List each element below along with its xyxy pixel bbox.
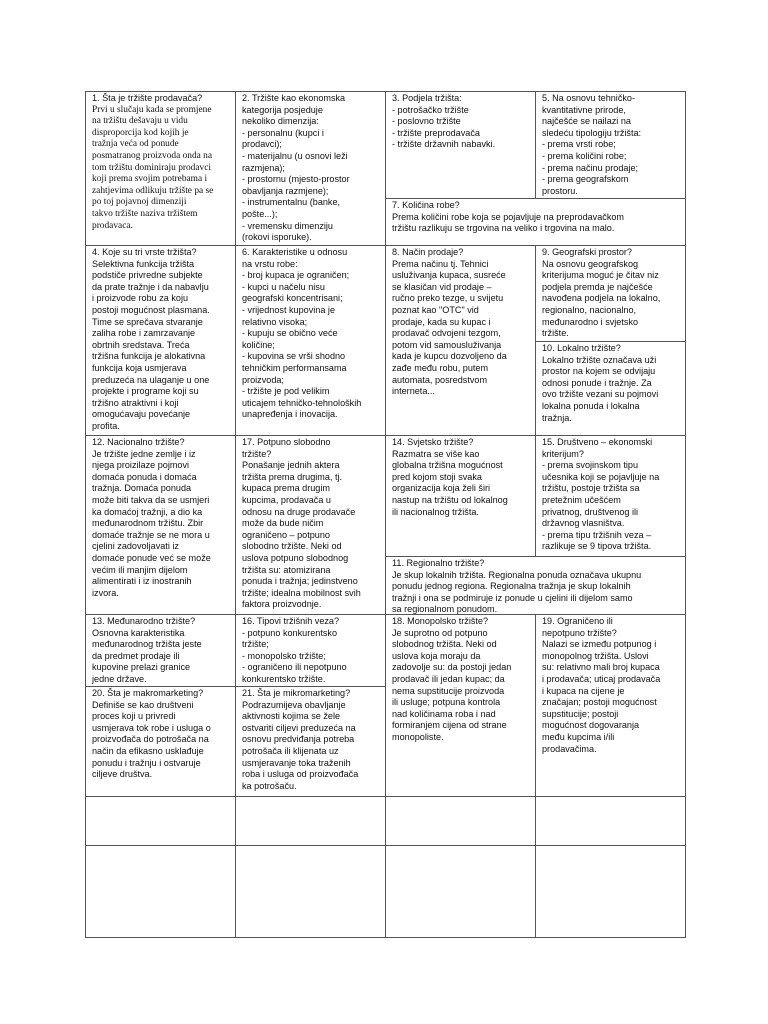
cell-18 <box>386 615 535 744</box>
cell-8-line: ručno preko tezge, u svijetu <box>392 293 504 304</box>
cell-17-line: može da bude ničim <box>242 518 324 529</box>
cell-19-line: nepotpuno tržište? <box>542 627 617 638</box>
cell-5-line: najčešće se nailazi na <box>542 116 631 127</box>
cell-19-line: i prodavača; uticaj prodavača <box>542 673 661 684</box>
cell-12-title: 12. Nacionalno tržište? <box>92 437 185 447</box>
cell-14-line: globalna tržišna mogućnost <box>392 460 503 471</box>
cell-20-line: ponudu i tražnju i ostvaruje <box>92 757 201 768</box>
cell-6 <box>236 246 385 421</box>
cell-21-line: aktivnosti kojima se žele <box>242 711 341 722</box>
cell-16-line: konkurentsko tržište. <box>242 673 326 684</box>
cell-15-line: kriterijum? <box>542 448 584 459</box>
cell-2-line: razmjena); <box>242 162 285 173</box>
cell-7-title: 7. Količina robe? <box>392 200 460 210</box>
cell-15-line: privatnog, društvenog ili <box>542 506 639 517</box>
cell-17-line: uslova potpuno slobodnog <box>242 552 349 563</box>
cell-7-line: tržištu razlikuju se trgovina na veliko i trgovina na malo. <box>392 223 615 234</box>
cell-11-line: ponudu jednog regiona. Regionalna tražnja je skup lokalnih <box>392 581 631 592</box>
cell-19-title: 19. Ograničeno ili <box>542 616 613 626</box>
cell-15-line: tržištu, postoje tržišta sa <box>542 483 640 494</box>
cell-20-line: Definiše se kao društveni <box>92 699 194 710</box>
cell-9-title: 9. Geografski prostor? <box>542 247 632 257</box>
cell-2-line: - instrumentalnu (banke, <box>242 197 341 208</box>
cell-14-line: ili nacionalnog tržišta. <box>392 506 479 517</box>
cell-21-line: Podrazumijeva obavljanje <box>242 699 346 710</box>
cell-8-line: usluživanja kupaca, susreće <box>392 270 506 281</box>
cell-1-line: koji prema svojim potrebama i <box>92 174 208 185</box>
cell-17-line: tržišta prema drugima, tj. <box>242 471 343 482</box>
cell-4-line: zaliha robe i zamrzavanje <box>92 328 196 339</box>
cell-17-line: tržišta su: atomizirana <box>242 564 331 575</box>
cell-12-line: cjelini zadovoljavati iz <box>92 541 179 552</box>
cell-19-line: mogućnost dogovaranja <box>542 720 640 731</box>
cell-19-line: monopolnog tržišta. Uslovi <box>542 650 649 661</box>
cell-3-line: - potrošačko tržište <box>392 104 469 115</box>
cell-13-line: međunarodnog tržišta jeste <box>92 639 202 650</box>
cell-12-line: domaće tražnje se ne mora u <box>92 529 210 540</box>
cell-4-line: Time se sprečava stvaranje <box>92 316 203 327</box>
cell-21-line: osnovu predviđanja potreba <box>242 734 355 745</box>
cell-17-line: Ponašanje jednih aktera <box>242 460 340 471</box>
cell-12-line: izvora. <box>92 587 119 598</box>
cell-8-line: Prema načinu tj. Tehnici <box>392 258 489 269</box>
cell-5-line: - prema količini robe; <box>542 150 627 161</box>
cell-6-line: - tržište je pod velikim <box>242 386 330 397</box>
cell-2-line: - vremensku dimenziju <box>242 220 333 231</box>
cell-15-line: - prema svojinskom tipu <box>542 460 639 471</box>
cell-6-line: - kupovina se vrši shodno <box>242 351 346 362</box>
cell-18-line: nad količinama roba i nad <box>392 708 496 719</box>
cell-5-title: 5. Na osnovu tehničko- <box>542 93 636 103</box>
cell-19-line: Nalazi se između potpunog i <box>542 639 657 650</box>
cell-6-line: - kupuju se obično veće <box>242 328 338 339</box>
cell-20-line: proizvođača do potrošača na <box>92 734 209 745</box>
cell-21 <box>236 687 385 792</box>
cell-5 <box>536 92 685 197</box>
cell-9-line: podjela premda je najčešće <box>542 281 653 292</box>
cell-19-line: i kupaca na cijene je <box>542 685 625 696</box>
cell-17-line: ograničeno – potpuno <box>242 529 330 540</box>
cell-20-title: 20. Šta je makromarketing? <box>92 688 204 698</box>
cell-4 <box>86 246 235 433</box>
cell-2-line: - materijalnu (u osnovi leži <box>242 150 348 161</box>
cell-9-line: tržište. <box>542 328 569 339</box>
cell-16-line: - ograničeno ili nepotpuno <box>242 662 347 673</box>
cell-15-title: 15. Društveno – ekonomski <box>542 437 653 447</box>
cell-18-title: 18. Monopolsko tržište? <box>392 616 489 626</box>
cell-6-line: - kupci u načelu nisu <box>242 281 325 292</box>
cell-5-line: prostoru. <box>542 185 578 196</box>
cell-8-title: 8. Način prodaje? <box>392 247 464 257</box>
cell-2-line: - personalnu (kupci i <box>242 127 324 138</box>
cell-18-line: ili usluge; potpuna kontrola <box>392 697 501 708</box>
cell-10-line: ovo tržište vezani su pojmovi <box>542 389 659 400</box>
cell-1-line: zahtjevima odlikuju tržište pa se <box>92 185 214 196</box>
cell-1-line: po toj pojavnoj dimenziji <box>92 197 187 208</box>
cell-8-line: prodaje, kada su kupac i <box>392 316 491 327</box>
cell-13-title: 13. Međunarodno tržište? <box>92 616 196 626</box>
cell-10-line: odnosi ponude i tražnje. Za <box>542 377 652 388</box>
cell-21-line: ostvariti ciljevi preduzeća na <box>242 722 356 733</box>
cell-8-line: interneta... <box>392 386 435 397</box>
cell-4-line: tržišna funkcija je alokativna <box>92 351 206 362</box>
cell-7 <box>386 199 685 235</box>
cell-18-line: zadovolje su: da postoji jedan <box>392 662 512 673</box>
cell-16-line: - monopolsko tržište; <box>242 650 326 661</box>
cell-12-line: alimentirati i iz inostranih <box>92 576 192 587</box>
cell-16-line: - potpuno konkurentsko <box>242 627 338 638</box>
cell-19-line: među kupcima i/ili <box>542 731 615 742</box>
cell-17-line: kupaca prema drugim <box>242 483 330 494</box>
cell-6-line: količine; <box>242 339 275 350</box>
cell-15 <box>536 436 685 553</box>
cell-20-line: ciljeve društva. <box>92 769 153 780</box>
cell-2-title: 2. Tržište kao ekonomska <box>242 93 346 103</box>
cell-2-line: pošte...); <box>242 208 278 219</box>
cell-1 <box>86 92 235 232</box>
cell-6-line: proizvoda; <box>242 374 284 385</box>
cell-4-line: podstiče privredne subjekte <box>92 270 203 281</box>
cell-18-line: monopoliste. <box>392 731 444 742</box>
cell-19 <box>536 615 685 755</box>
cell-15-line: pretežnim učešćem <box>542 494 621 505</box>
cell-9-line: kriterijuma moguć je čitav niz <box>542 270 659 281</box>
cell-14-title: 14. Svjetsko tržište? <box>392 437 474 447</box>
cell-18-line: uslova koja moraju da <box>392 650 481 661</box>
cell-20-line: proces koji u privredi <box>92 711 176 722</box>
cell-19-line: prodavačima. <box>542 743 597 754</box>
cell-17-line: kupcima, prodavača u <box>242 494 331 505</box>
cell-1-line: tom tržištu dominiraju prodavci <box>92 162 211 173</box>
cell-17-line: slobodno tržište. Neki od <box>242 541 342 552</box>
cell-5-line: sledeću tipologiju tržišta: <box>542 127 642 138</box>
cell-17-line: faktora proizvodnje. <box>242 599 322 610</box>
cell-13-line: kupovine prelazi granice <box>92 662 191 673</box>
cell-1-line: posmatranog proizvoda onda na <box>92 150 213 161</box>
cell-16-title: 16. Tipovi tržišnih veza? <box>242 616 340 626</box>
cell-15-line: razlikuje se 9 tipova tržišta. <box>542 541 652 552</box>
cell-21-line: roba i usluga od proizvođača <box>242 769 359 780</box>
cell-17-line: tržište; idealna mobilnost svih <box>242 587 361 598</box>
cell-2-line: (rokovi isporuke). <box>242 232 312 243</box>
cell-17-line: tržište? <box>242 448 272 459</box>
cell-4-line: preduzeća na ulaganje u one <box>92 374 210 385</box>
cell-18-line: formiranjem cijena od strane <box>392 720 507 731</box>
cell-15-line: državnog vlasništva. <box>542 518 625 529</box>
cell-12-line: domaće ponude već se može <box>92 552 211 563</box>
cell-5-line: kvantitativne prirode, <box>542 104 626 115</box>
cell-9-line: Na osnovu geografskog <box>542 258 639 269</box>
cell-13 <box>86 615 235 686</box>
cell-8-line: potom vid samousluživanja <box>392 339 502 350</box>
cell-12-line: međunarodnom tržištu. Zbir <box>92 518 204 529</box>
cell-13-line: jedne države. <box>92 673 147 684</box>
cell-9-line: navođena podjela na lokalno, <box>542 293 661 304</box>
cell-5-line: - prema načinu prodaje; <box>542 162 639 173</box>
cell-3 <box>386 92 535 151</box>
cell-15-line: - prema tipu tržišnih veza – <box>542 529 652 540</box>
cell-5-line: - prema geografskom <box>542 174 629 185</box>
cell-21-line: usmjeravanje toka traženih <box>242 757 351 768</box>
cell-20-line: način da efikasno usklađuje <box>92 745 204 756</box>
cell-18-line: slobodnog tržišta. Neki od <box>392 639 497 650</box>
cell-6-line: relativno visoka; <box>242 316 308 327</box>
cell-10-line: prostor na kojem se odvijaju <box>542 366 656 377</box>
cell-12-line: ka domaćoj tražnji, a dio ka <box>92 506 203 517</box>
cell-1-line: disproporcija kod kojih je <box>92 127 189 138</box>
cell-14-line: Razmatra se više kao <box>392 448 480 459</box>
cell-6-line: - broj kupaca je ograničen; <box>242 270 350 281</box>
cell-21-title: 21. Šta je mikromarketing? <box>242 688 351 698</box>
cell-1-line: tražnja veća od ponude <box>92 139 179 150</box>
cell-4-line: omogućavaju povećanje <box>92 409 191 420</box>
cell-6-line: na vrstu robe: <box>242 258 298 269</box>
cell-1-line: Prvi u slučaju kada se promjene <box>92 104 212 115</box>
cell-1-title: 1. Šta je tržište prodavača? <box>92 93 203 103</box>
cell-11 <box>386 557 685 616</box>
cell-12 <box>86 436 235 599</box>
cell-3-line: - tržište preprodavača <box>392 127 480 138</box>
cell-2 <box>236 92 385 244</box>
cell-8-line: kada je kupcu dozvoljeno da <box>392 351 507 362</box>
cell-6-line: geografski koncentrisani; <box>242 293 343 304</box>
cell-6-line: uticajem tehničko-tehnoloških <box>242 397 362 408</box>
cell-14-line: pred kojom stoji svaka <box>392 471 482 482</box>
cell-6-title: 6. Karakteristike u odnosu <box>242 247 348 257</box>
cell-4-line: da prate tražnje i da nabavlju <box>92 281 209 292</box>
cell-14 <box>386 436 535 518</box>
cell-21-line: potrošača ili klijenata uz <box>242 745 339 756</box>
cell-8-line: poznat kao "OTC" vid <box>392 304 479 315</box>
cell-5-line: - prema vrsti robe; <box>542 139 616 150</box>
cell-20 <box>86 687 235 781</box>
cell-12-line: može biti takva da se usmjeri <box>92 494 210 505</box>
cell-9-line: međunarodno i svjetsko <box>542 316 639 327</box>
cell-3-line: - tržište državnih nabavki. <box>392 139 496 150</box>
cell-4-line: tržišno atraktivni i koji <box>92 397 179 408</box>
cell-1-line: na tržištu dešavaju u vidu <box>92 116 188 127</box>
cell-1-line: prodavaca. <box>92 220 133 231</box>
cell-3-title: 3. Podjela tržišta: <box>392 93 462 103</box>
cell-11-line: Je skup lokalnih tržišta. Regionalna ponuda označava ukupnu <box>392 569 642 580</box>
cell-14-line: organizacija koja želi širi <box>392 483 491 494</box>
cell-12-line: domaća ponuda i domaća <box>92 471 197 482</box>
cell-9 <box>536 246 685 340</box>
cell-19-line: supstitucije; postoji <box>542 708 619 719</box>
cell-11-line: sa regionalnom ponudom. <box>392 604 498 615</box>
cell-17 <box>236 436 385 611</box>
cell-11-title: 11. Regionalno tržište? <box>392 558 485 568</box>
cell-4-line: projekte i programe koji su <box>92 386 199 397</box>
cell-14-line: nastup na tržištu od lokalnog <box>392 494 508 505</box>
cell-20-line: usmjerava tok robe i usluga o <box>92 722 211 733</box>
cell-17-title: 17. Potpuno slobodno <box>242 437 331 447</box>
cell-4-line: Selektivna funkcija tržišta <box>92 258 195 269</box>
cell-8-line: zađe među robu, putem <box>392 362 489 373</box>
cell-12-line: tražnja. Domaća ponuda <box>92 483 192 494</box>
cell-6-line: - vrijednost kupovina je <box>242 304 336 315</box>
cell-10-line: lokalna ponuda i lokalna <box>542 400 640 411</box>
cell-4-line: postoji mogućnost plasmana. <box>92 304 210 315</box>
cell-12-line: njega proizilaze pojmovi <box>92 460 190 471</box>
cell-6-line: unapređenja i inovacija. <box>242 409 338 420</box>
cell-2-line: prodavci); <box>242 139 282 150</box>
cell-10-line: Lokalno tržište označava uži <box>542 354 657 365</box>
cell-16-line: tržište; <box>242 639 269 650</box>
cell-4-line: funkcija koja usmjerava <box>92 362 187 373</box>
cell-11-line: tražnji i ona se podmiruje iz ponude u cjelini ili dijelom samo <box>392 592 633 603</box>
cell-2-line: kategorija posjeduje <box>242 104 323 115</box>
cell-21-line: ka potrošaču. <box>242 780 297 791</box>
cell-1-line: takvo tržište naziva tržištem <box>92 208 198 219</box>
cell-10-line: tražnja. <box>542 412 572 423</box>
cell-18-line: prodavač ili jedan kupac; da <box>392 673 505 684</box>
cell-8 <box>386 246 535 398</box>
cell-9-line: regionalno, nacionalno, <box>542 304 637 315</box>
cell-12-line: Je tržište jedne zemlje i iz <box>92 448 196 459</box>
cell-2-line: obavljanja razmjene); <box>242 185 329 196</box>
cell-12-line: većim ili manjim dijelom <box>92 564 188 575</box>
cell-13-line: Osnovna karakteristika <box>92 627 185 638</box>
cell-4-line: profita. <box>92 420 120 431</box>
cell-17-line: odnosu na druge prodavače <box>242 506 356 517</box>
cell-15-line: učesnika koji se pojavljuje na <box>542 471 660 482</box>
cell-16 <box>236 615 385 686</box>
cell-4-title: 4. Koje su tri vrste tržišta? <box>92 247 197 257</box>
cell-19-line: su: relativno mali broj kupaca <box>542 662 660 673</box>
cell-6-line: tehničkim performansama <box>242 362 347 373</box>
cell-8-line: se klasičan vid prodaje – <box>392 281 492 292</box>
cell-8-line: automata, posredstvom <box>392 374 488 385</box>
cell-10-title: 10. Lokalno tržište? <box>542 343 621 353</box>
cell-8-line: prodavač odvojeni tezgom, <box>392 328 501 339</box>
cell-4-line: obrtnih sredstava. Treća <box>92 339 190 350</box>
cell-18-line: Je suprotno od potpuno <box>392 627 488 638</box>
cell-17-line: ponuda i tražnja; jedinstveno <box>242 576 358 587</box>
cell-2-line: - prostornu (mjesto-prostor <box>242 174 350 185</box>
cell-4-line: i proizvode robu za koju <box>92 293 189 304</box>
cell-10 <box>536 342 685 424</box>
cell-18-line: nema supstitucije proizvoda <box>392 685 505 696</box>
cell-19-line: značajan; postoji mogućnost <box>542 697 657 708</box>
cell-13-line: da predmet prodaje ili <box>92 650 180 661</box>
cell-7-line: Prema količini robe koja se pojavljuje na preprodavačkom <box>392 211 625 222</box>
cell-3-line: - poslovno tržište <box>392 116 461 127</box>
cell-2-line: nekoliko dimenzija: <box>242 116 319 127</box>
